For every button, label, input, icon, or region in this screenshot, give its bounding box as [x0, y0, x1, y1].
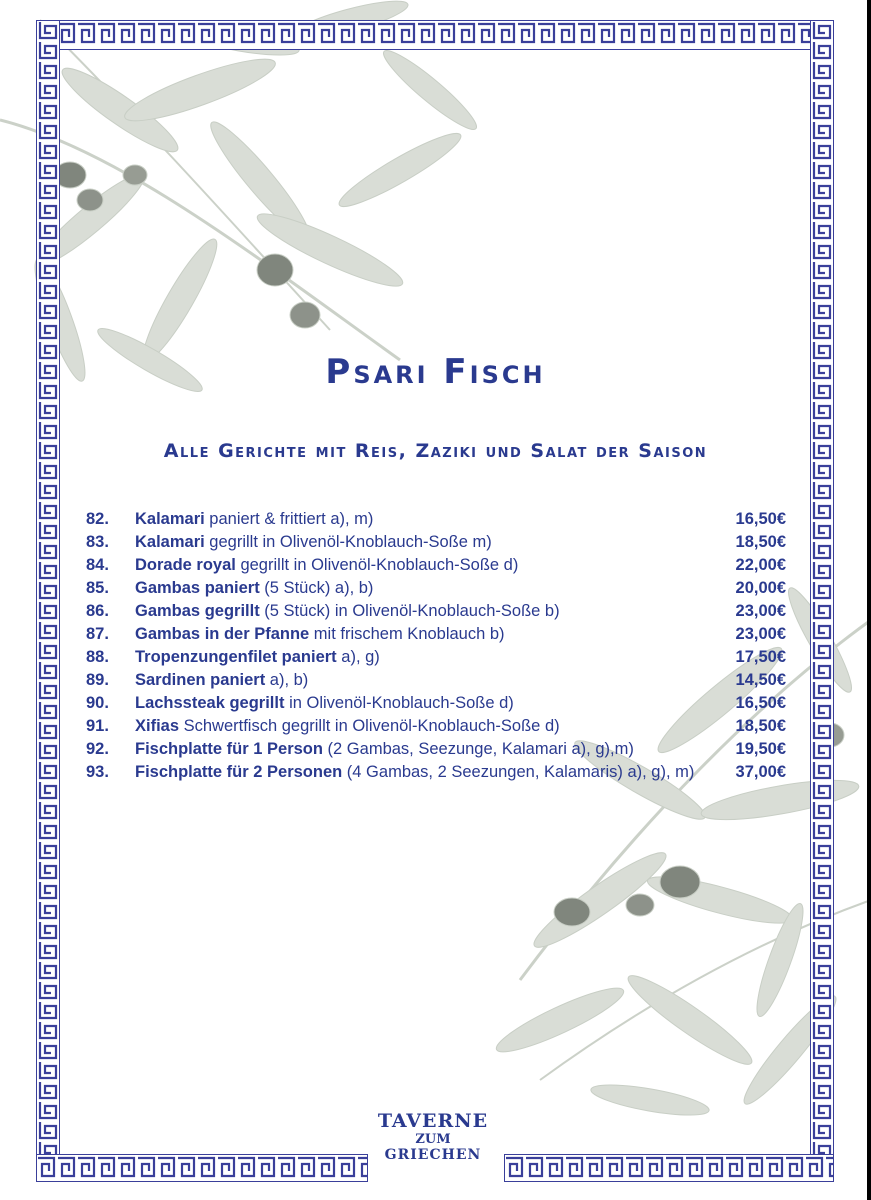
- item-price: 22,00€: [735, 556, 786, 574]
- item-name: Gambas gegrillt: [135, 602, 260, 620]
- menu-item: [86, 738, 786, 761]
- item-number: 86.: [86, 602, 109, 620]
- menu-item: [86, 600, 786, 623]
- item-number: 88.: [86, 648, 109, 666]
- menu-item: [86, 531, 786, 554]
- item-name: Gambas in der Pfanne: [135, 625, 310, 643]
- item-number: 92.: [86, 740, 109, 758]
- item-description: [135, 600, 705, 623]
- item-details: a), b): [265, 671, 309, 689]
- item-number: 90.: [86, 694, 109, 712]
- logo-line-taverne: TAVERNE: [377, 1110, 489, 1132]
- item-price: 16,50€: [735, 694, 786, 712]
- page-title: Psari Fisch: [325, 352, 546, 392]
- greek-key-border-right: [810, 20, 834, 1180]
- page-subtitle: Alle Gerichte mit Reis, Zaziki und Salat der Saison: [163, 440, 708, 462]
- item-description: [135, 669, 705, 692]
- item-number: 84.: [86, 556, 109, 574]
- item-number: 83.: [86, 533, 109, 551]
- item-price: 14,50€: [735, 671, 786, 689]
- item-details: gegrillt in Olivenöl-Knoblauch-Soße d): [235, 556, 519, 574]
- menu-item: [86, 646, 786, 669]
- menu-list: [86, 508, 786, 784]
- greek-key-border-left: [36, 20, 60, 1180]
- item-description: [135, 715, 705, 738]
- logo-line-zum: ZUM: [415, 1132, 451, 1147]
- item-description: [135, 554, 705, 577]
- item-name: Lachssteak gegrillt: [135, 694, 285, 712]
- menu-item: [86, 692, 786, 715]
- menu-item: [86, 508, 786, 531]
- item-name: Sardinen paniert: [135, 671, 266, 689]
- item-description: [135, 646, 705, 669]
- item-description: [135, 531, 705, 554]
- item-details: gegrillt in Olivenöl-Knoblauch-Soße m): [204, 533, 492, 551]
- item-name: Kalamari: [135, 510, 205, 528]
- item-description: [135, 577, 705, 600]
- item-description: [135, 508, 705, 531]
- item-number: 89.: [86, 671, 109, 689]
- item-number: 82.: [86, 510, 109, 528]
- greek-key-border-bottom-right: [504, 1154, 834, 1182]
- item-details: (4 Gambas, 2 Seezungen, Kalamaris) a), g), m): [342, 763, 695, 781]
- item-price: 37,00€: [735, 763, 786, 781]
- item-price: 18,50€: [735, 717, 786, 735]
- item-name: Dorade royal: [135, 556, 236, 574]
- item-details: in Olivenöl-Knoblauch-Soße d): [284, 694, 514, 712]
- menu-item: [86, 554, 786, 577]
- item-number: 93.: [86, 763, 109, 781]
- item-details: a), g): [336, 648, 380, 666]
- menu-item: [86, 577, 786, 600]
- item-details: mit frischem Knoblauch b): [309, 625, 505, 643]
- item-name: Fischplatte für 1 Person: [135, 740, 323, 758]
- item-name: Kalamari: [135, 533, 205, 551]
- item-name: Fischplatte für 2 Personen: [135, 763, 343, 781]
- menu-item: [86, 669, 786, 692]
- item-price: 20,00€: [735, 579, 786, 597]
- item-description: [135, 623, 705, 646]
- item-number: 91.: [86, 717, 109, 735]
- greek-key-border-top: [36, 20, 833, 50]
- greek-key-border-bottom-left: [36, 1154, 368, 1182]
- item-description: [135, 761, 705, 784]
- item-details: Schwertfisch gegrillt in Olivenöl-Knoblauch-Soße d): [179, 717, 560, 735]
- item-price: 19,50€: [735, 740, 786, 758]
- item-details: (2 Gambas, Seezunge, Kalamari a), g),m): [322, 740, 634, 758]
- item-details: (5 Stück) in Olivenöl-Knoblauch-Soße b): [259, 602, 560, 620]
- item-price: 23,00€: [735, 625, 786, 643]
- item-details: paniert & frittiert a), m): [204, 510, 374, 528]
- item-price: 23,00€: [735, 602, 786, 620]
- item-name: Tropenzungenfilet paniert: [135, 648, 337, 666]
- item-name: Xifias: [135, 717, 180, 735]
- menu-item: [86, 623, 786, 646]
- item-description: [135, 738, 705, 761]
- item-description: [135, 692, 705, 715]
- item-price: 17,50€: [735, 648, 786, 666]
- item-price: 16,50€: [735, 510, 786, 528]
- item-name: Gambas paniert: [135, 579, 260, 597]
- item-price: 18,50€: [735, 533, 786, 551]
- edge-strip: [867, 0, 871, 1200]
- item-number: 85.: [86, 579, 109, 597]
- item-number: 87.: [86, 625, 109, 643]
- logo-line-griechen: GRIECHEN: [384, 1147, 482, 1163]
- menu-item: [86, 715, 786, 738]
- item-details: (5 Stück) a), b): [259, 579, 374, 597]
- taverne-logo: [368, 1110, 498, 1163]
- menu-item: [86, 761, 786, 784]
